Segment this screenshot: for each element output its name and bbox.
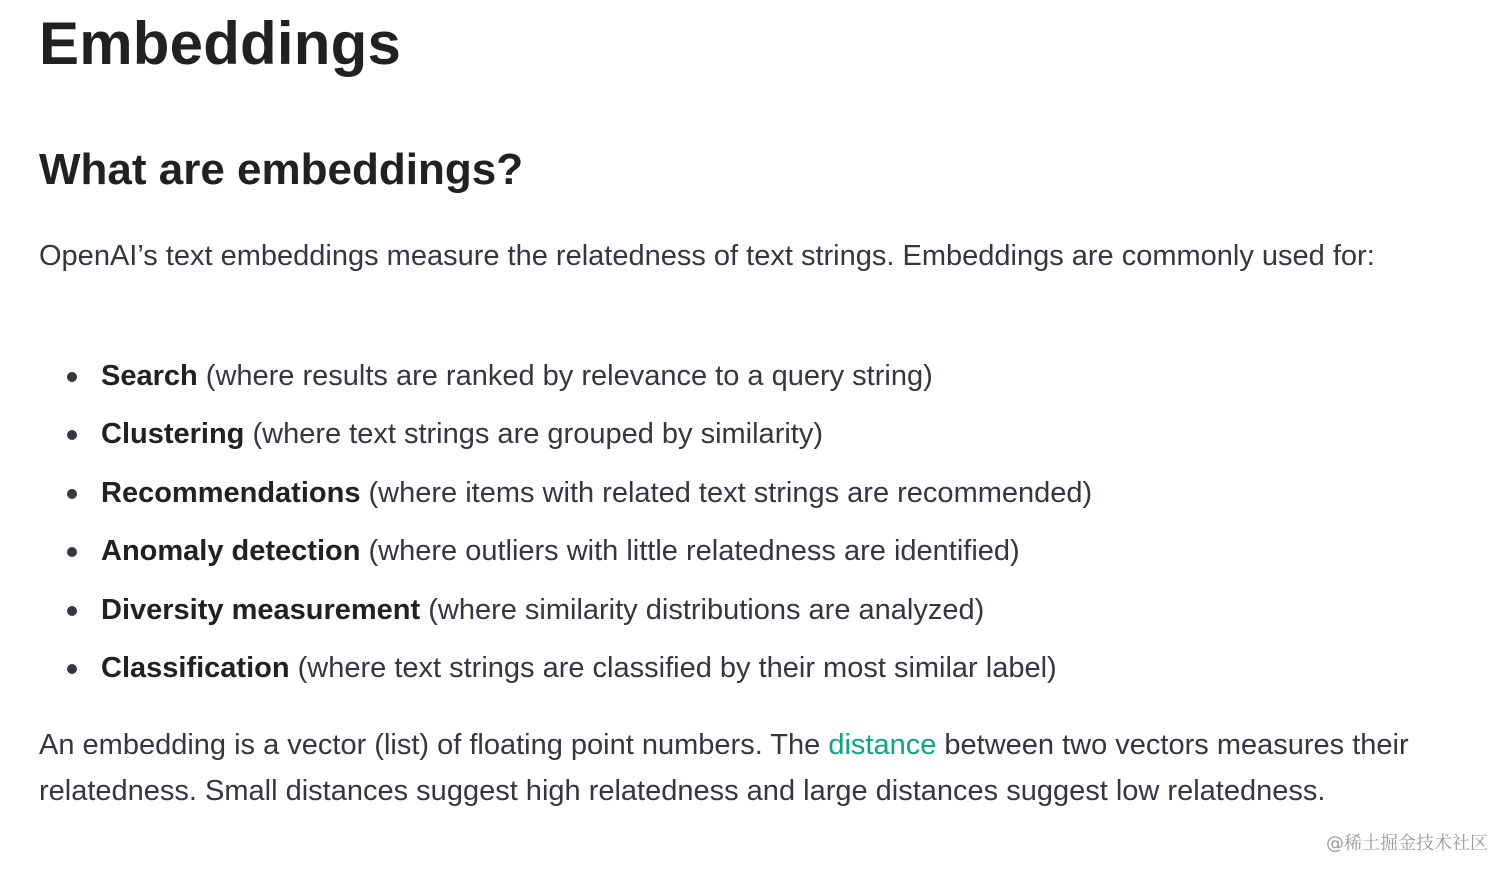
- intro-paragraph: OpenAI’s text embeddings measure the relatedness of text strings. Embeddings are commonly used for:: [39, 240, 1375, 272]
- watermark: @稀土掘金技术社区: [1326, 833, 1488, 854]
- list-item-term: Clustering: [101, 418, 245, 451]
- list-item-classification: [39, 645, 1489, 703]
- list-item-diversity-measurement: [39, 587, 1489, 645]
- bullet-icon: [67, 489, 77, 499]
- list-item-term: Search: [101, 360, 198, 392]
- section-heading: What are embeddings?: [39, 145, 524, 194]
- list-item-recommendations: [39, 470, 1489, 528]
- list-item-search: [39, 353, 1489, 411]
- list-item-anomaly-detection: [39, 528, 1489, 586]
- list-item-term: Recommendations: [101, 476, 361, 509]
- bullet-icon: [67, 430, 77, 440]
- list-item-term: Diversity measurement: [101, 593, 421, 626]
- list-item-clustering: [39, 411, 1489, 469]
- page-title: Embeddings: [39, 10, 402, 77]
- list-item-description: (where results are ranked by relevance to a query string): [197, 360, 933, 392]
- list-item-term: Classification: [101, 651, 290, 684]
- explanation-text-before-link: An embedding is a vector (list) of floating point numbers. The: [39, 729, 829, 761]
- list-item-description: (where text strings are grouped by similarity): [244, 418, 824, 451]
- use-cases-list: [39, 353, 1489, 703]
- bullet-icon: [67, 664, 77, 674]
- list-item-description: (where items with related text strings are recommended): [360, 476, 1093, 509]
- explanation-paragraph: [39, 722, 1489, 814]
- bullet-icon: [67, 372, 77, 382]
- bullet-icon: [67, 606, 77, 616]
- bullet-icon: [67, 547, 77, 557]
- list-item-description: (where outliers with little relatedness are identified): [360, 535, 1020, 568]
- list-item-description: (where text strings are classified by their most similar label): [289, 651, 1057, 684]
- list-item-description: (where similarity distributions are analyzed): [420, 593, 985, 626]
- distance-link[interactable]: distance: [828, 729, 937, 761]
- list-item-term: Anomaly detection: [101, 535, 361, 568]
- explanation-text-after-link: between two vectors measures their relatedness. Small distances suggest high relatedness and large distances suggest low relatedness.: [39, 729, 1409, 807]
